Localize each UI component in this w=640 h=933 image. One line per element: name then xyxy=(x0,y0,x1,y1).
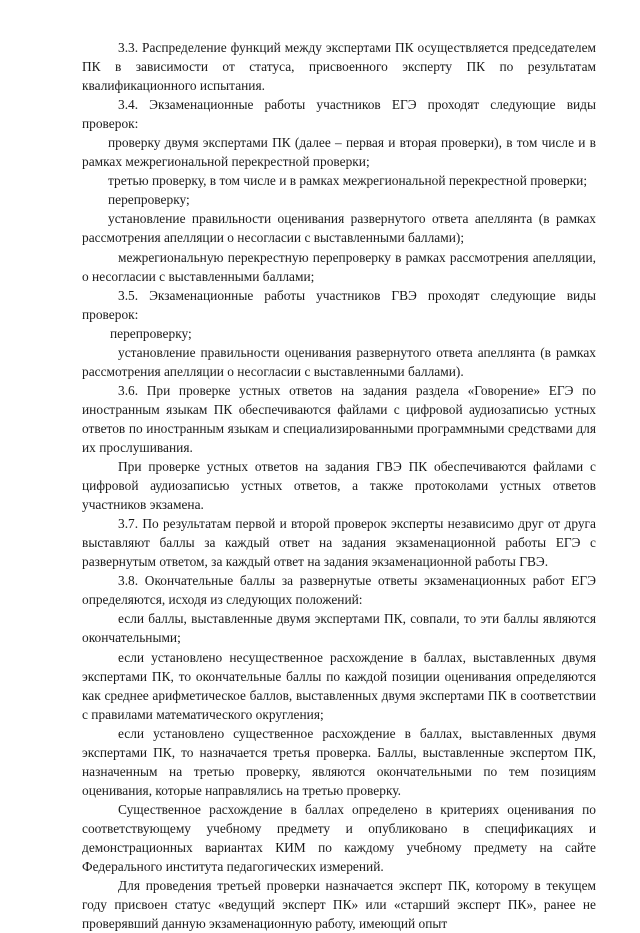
paragraph-3-7: 3.7. По результатам первой и второй проверок эксперты независимо друг от друга выставляют баллы за каждый ответ на задания экзаменационной работы ЕГЭ с развернутым ответом, за каждый ответ на задания экзаменационной работы ГВЭ. xyxy=(82,516,596,570)
list-item-major-discrepancy: если установлено существенное расхождение в баллах, выставленных двумя экспертами ПК, то назначается третья проверка. Баллы, выставленные экспертом ПК, назначенным на третью проверку, являются окончательными по тем позициям оценивания, которые направлялись на третью проверку. xyxy=(82,725,596,798)
paragraph-3-6: 3.6. При проверке устных ответов на задания раздела «Говорение» ЕГЭ по иностранным языкам ПК обеспечиваются файлами с цифровой аудиозаписью устных ответов по иностранным языкам и специализированными программными средствами для их прослушивания. xyxy=(82,382,596,455)
paragraph-3-5: 3.5. Экзаменационные работы участников ГВЭ проходят следующие виды проверок: xyxy=(82,287,596,322)
list-item-recheck: перепроверку; xyxy=(108,192,190,208)
list-item-minor-discrepancy: если установлено несущественное расхождение в баллах, выставленных двумя экспертами ПК, то окончательные баллы по каждой позиции оценивания определяются как среднее арифметическое баллов, выставленных двумя экспертами ПК в соответствии с правилами математического округления; xyxy=(82,649,596,722)
list-item-appeal-check: установление правильности оценивания развернутого ответа апеллянта (в рамках рассмотрения апелляции о несогласии с выставленными баллами); xyxy=(82,211,596,246)
list-item-third-check: третью проверку, в том числе и в рамках межрегиональной перекрестной проверки; xyxy=(108,173,588,189)
list-item-gve-appeal-check: установление правильности оценивания развернутого ответа апеллянта (в рамках рассмотрения апелляции о несогласии с выставленными баллами). xyxy=(82,344,596,379)
document-page xyxy=(82,38,596,933)
paragraph-third-check-expert: Для проведения третьей проверки назначается эксперт ПК, которому в текущем году присвоен статус «ведущий эксперт ПК» или «старший эксперт ПК», ранее не проверявший данную экзаменационную работу, имеющий опыт xyxy=(82,878,596,932)
list-item-interregional-recheck: межрегиональную перекрестную перепроверку в рамках рассмотрения апелляции, о несогласии с выставленными баллами; xyxy=(82,249,596,284)
paragraph-3-8: 3.8. Окончательные баллы за развернутые ответы экзаменационных работ ЕГЭ определяются, исходя из следующих положений: xyxy=(82,573,596,608)
list-item-gve-recheck: перепроверку; xyxy=(110,325,192,341)
paragraph-3-4: 3.4. Экзаменационные работы участников ЕГЭ проходят следующие виды проверок: xyxy=(82,97,596,132)
paragraph-3-3: 3.3. Распределение функций между экспертами ПК осуществляется председателем ПК в зависимости от статуса, присвоенного эксперту ПК по результатам квалификационного испытания. xyxy=(82,40,596,94)
list-item-double-check: проверку двумя экспертами ПК (далее – первая и вторая проверки), в том числе и в рамках межрегиональной перекрестной проверки; xyxy=(82,135,596,170)
list-item-scores-match: если баллы, выставленные двумя экспертами ПК, совпали, то эти баллы являются окончательными; xyxy=(82,611,596,646)
paragraph-discrepancy-definition: Существенное расхождение в баллах определено в критериях оценивания по соответствующему учебному предмету и опубликовано в спецификациях и демонстрационных вариантах КИМ по каждому учебному предмету на сайте Федерального института педагогических измерений. xyxy=(82,801,596,875)
paragraph-gve-oral: При проверке устных ответов на задания ГВЭ ПК обеспечиваются файлами с цифровой аудиозаписью устных ответов, а также протоколами устных ответов участников экзамена. xyxy=(82,459,596,513)
